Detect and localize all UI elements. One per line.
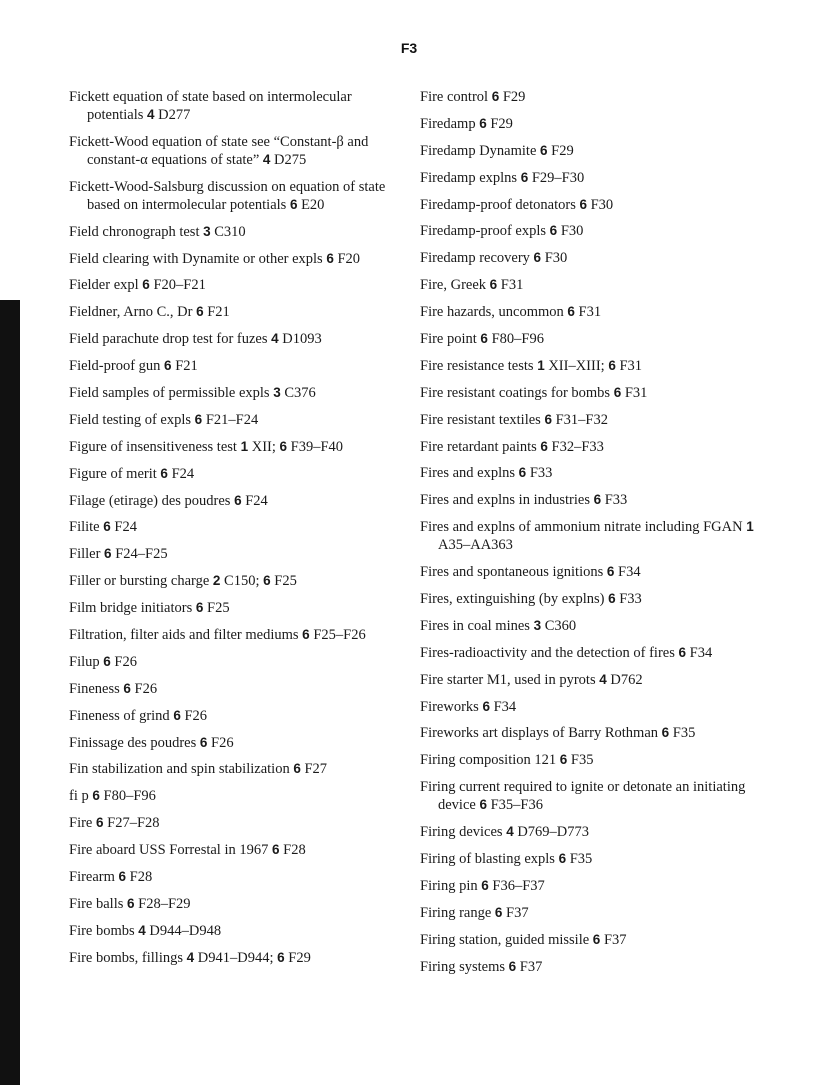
index-entry: [420, 877, 770, 895]
volume-number: 6: [558, 851, 567, 867]
entry-term: Fire resistance tests: [420, 357, 534, 374]
volume-number: 6: [533, 250, 542, 266]
page-reference: F35–F36: [490, 797, 543, 814]
index-entry: [420, 142, 770, 160]
volume-number: 6: [196, 304, 204, 320]
entry-term: Figure of insensitiveness test: [69, 438, 237, 455]
index-entry: [69, 223, 399, 241]
index-entry: [420, 724, 770, 742]
volume-number: 6: [540, 438, 548, 454]
page-reference: F30: [544, 250, 568, 267]
page-reference: F31: [578, 304, 602, 321]
index-entry: [69, 518, 399, 536]
entry-term: Field samples of permissible expls: [69, 385, 270, 402]
entry-term: Finissage des poudres: [69, 734, 197, 751]
index-entry: [69, 922, 399, 940]
volume-number: 1: [240, 438, 249, 454]
volume-number: 2: [212, 573, 221, 589]
page-reference: F30: [590, 196, 614, 213]
entry-term: Firedamp-proof detonators: [420, 196, 576, 213]
index-entry: [69, 760, 399, 778]
index-entry: [420, 698, 770, 716]
page-reference: F36–F37: [492, 877, 545, 894]
volume-number: 6: [480, 331, 488, 347]
page-reference: F25: [274, 573, 297, 590]
entry-term: Firing station, guided missile: [420, 931, 590, 948]
volume-number: 3: [203, 223, 211, 239]
entry-term: Field testing of expls: [69, 411, 192, 428]
page-reference: F21: [175, 358, 198, 375]
volume-number: 6: [606, 564, 615, 580]
volume-number: 6: [123, 680, 131, 696]
index-entry: [69, 868, 399, 886]
entry-term: Figure of merit: [69, 465, 157, 482]
index-entry: [420, 751, 770, 769]
index-entry: [420, 196, 770, 214]
entry-term: Fire point: [420, 331, 477, 348]
volume-number: 6: [661, 725, 670, 741]
index-entry: [420, 249, 770, 267]
entry-term: Fire retardant paints: [420, 438, 537, 455]
entry-term: Fire: [69, 815, 93, 832]
volume-number: 6: [579, 196, 587, 212]
entry-term: Filage (etirage) des poudres: [69, 492, 231, 509]
page-reference: XII–XIII;: [548, 357, 605, 374]
volume-number: 6: [194, 411, 203, 427]
index-entry: [420, 464, 770, 482]
entry-term: Field clearing with Dynamite or other expls: [69, 250, 323, 267]
entry-term: fi p: [69, 788, 89, 805]
volume-number: 6: [489, 277, 498, 293]
volume-number: 6: [279, 438, 288, 454]
page-reference: F80–F96: [491, 331, 544, 348]
index-entry: [69, 88, 399, 124]
entry-term: Firedamp explns: [420, 169, 518, 186]
volume-number: 6: [613, 384, 622, 400]
page-reference: F80–F96: [103, 788, 156, 805]
entry-term: Firing of blasting expls: [420, 851, 555, 868]
page-reference: F34: [618, 564, 641, 581]
entry-term: Fickett-Wood-Salsburg discussion on equation of state based on intermolecular potentials: [69, 178, 386, 213]
entry-term: Fire bombs: [69, 922, 135, 939]
volume-number: 6: [92, 788, 100, 804]
entry-term: Filup: [69, 653, 100, 670]
page-reference: D944–D948: [149, 922, 222, 939]
page-reference: F35: [570, 752, 594, 769]
entry-term: Fires in coal mines: [420, 617, 530, 634]
volume-number: 6: [199, 734, 208, 750]
entry-term: Fire bombs, fillings: [69, 949, 183, 966]
entry-term: Firing pin: [420, 877, 478, 894]
page-reference: F29: [288, 949, 311, 966]
entry-term: Fires, extinguishing (by explns): [420, 591, 605, 608]
entry-term: Fires and explns: [420, 465, 516, 482]
index-entry: [69, 599, 399, 617]
volume-number: 6: [326, 250, 334, 266]
entry-term: Fire, Greek: [420, 277, 487, 294]
index-entry: [420, 563, 770, 581]
page-reference: XII;: [251, 438, 276, 455]
volume-number: 6: [559, 752, 568, 768]
page-reference: F29–F30: [531, 169, 585, 186]
page-reference: F25: [207, 600, 230, 617]
page-reference: F20: [337, 250, 361, 267]
page-reference: C360: [544, 617, 577, 634]
entry-term: Firearm: [69, 869, 115, 886]
page-reference: C150;: [224, 573, 260, 590]
page-reference: F35: [569, 851, 593, 868]
index-entry: [420, 931, 770, 949]
volume-number: 6: [518, 465, 527, 481]
entry-term: Fires and spontaneous ignitions: [420, 564, 604, 581]
index-entry: [420, 411, 770, 429]
page-reference: F31: [500, 277, 524, 294]
page-reference: F25–F26: [313, 627, 366, 644]
volume-number: 6: [482, 698, 490, 714]
page-header: F3: [400, 40, 418, 56]
page-reference: D762: [610, 671, 643, 688]
volume-number: 6: [277, 949, 285, 965]
entry-term: Fire hazards, uncommon: [420, 304, 564, 321]
volume-number: 6: [127, 895, 135, 911]
index-entry: [420, 850, 770, 868]
page-reference: F34: [493, 698, 517, 715]
index-entry: [420, 823, 770, 841]
entry-term: Firing composition 121: [420, 752, 557, 769]
index-entry: [69, 133, 399, 169]
index-entry: [69, 949, 399, 967]
entry-term: Firing range: [420, 904, 492, 921]
index-entry: [420, 491, 770, 509]
index-entry: [69, 250, 399, 268]
page-reference: F27: [304, 761, 328, 778]
page-reference: F31: [624, 384, 648, 401]
volume-number: 6: [608, 357, 616, 373]
page-reference: A35–AA363: [438, 537, 513, 554]
index-entry: [420, 303, 770, 321]
page-reference: C310: [214, 223, 246, 240]
page-reference: F26: [114, 653, 137, 670]
page-reference: F30: [560, 223, 584, 240]
volume-number: 6: [549, 223, 558, 239]
index-entry: [420, 671, 770, 689]
volume-number: 6: [302, 627, 310, 643]
index-entry: [69, 303, 399, 321]
entry-term: Field parachute drop test for fuzes: [69, 331, 268, 348]
entry-term: Fire aboard USS Forrestal in 1967: [69, 842, 269, 859]
index-entry: [69, 465, 399, 483]
index-entry: [420, 590, 770, 608]
volume-number: 6: [608, 591, 616, 607]
index-entry: [69, 680, 399, 698]
entry-term: Fireworks art displays of Barry Rothman: [420, 725, 659, 742]
entry-term: Fire resistant coatings for bombs: [420, 384, 611, 401]
index-entry: [420, 904, 770, 922]
index-entry: [69, 895, 399, 913]
index-entry: [69, 330, 399, 348]
index-entry: [420, 222, 770, 240]
page-reference: F21: [207, 304, 230, 321]
index-entry: [69, 653, 399, 671]
page-reference: D277: [158, 107, 191, 123]
page-reference: F26: [184, 707, 208, 724]
volume-number: 6: [164, 358, 172, 374]
entry-term: Fires-radioactivity and the detection of fires: [420, 644, 675, 661]
volume-number: 6: [494, 904, 503, 920]
volume-number: 6: [592, 931, 601, 947]
index-entry: [420, 617, 770, 635]
page-reference: F28–F29: [138, 895, 191, 912]
page-reference: F29: [502, 89, 526, 105]
entry-term: Firedamp Dynamite: [420, 142, 537, 159]
entry-term: Fire control: [420, 89, 489, 105]
page-reference: F37: [603, 931, 627, 948]
index-entry: [420, 169, 770, 187]
entry-term: Firedamp recovery: [420, 250, 530, 267]
page-reference: F37: [506, 904, 529, 921]
volume-number: 6: [520, 169, 529, 185]
volume-number: 6: [567, 304, 575, 320]
index-entry: [420, 276, 770, 294]
volume-number: 6: [195, 600, 204, 616]
entry-term: Fires and explns of ammonium nitrate including FGAN: [420, 519, 743, 536]
page-reference: F24: [114, 519, 137, 536]
entry-term: Firing devices: [420, 824, 503, 841]
page-reference: F26: [211, 734, 234, 751]
index-entry: [69, 178, 399, 214]
volume-number: 6: [481, 877, 489, 893]
page-reference: F26: [134, 680, 158, 697]
page-reference: F29: [490, 115, 513, 132]
left-index-column: [69, 88, 399, 976]
page-reference: F34: [689, 644, 713, 661]
page-reference: C376: [284, 385, 316, 402]
entry-term: Firing current required to ignite or detonate an initiating device: [420, 779, 746, 814]
entry-term: Filite: [69, 519, 100, 536]
index-entry: [69, 626, 399, 644]
volume-number: 6: [118, 869, 127, 885]
entry-term: Fire balls: [69, 895, 124, 912]
entry-term: Fire resistant textiles: [420, 411, 541, 428]
index-entry: [420, 115, 770, 133]
index-entry: [420, 958, 770, 976]
scan-edge-shadow: [0, 300, 20, 1085]
index-entry: [69, 734, 399, 752]
entry-term: Firedamp: [420, 115, 476, 132]
entry-term: Fires and explns in industries: [420, 492, 590, 509]
volume-number: 6: [540, 142, 548, 158]
page-reference: F31: [619, 357, 643, 374]
entry-term: Filler: [69, 546, 101, 563]
entry-term: Fire starter M1, used in pyrots: [420, 671, 596, 688]
index-entry: [69, 438, 399, 456]
index-entry: [69, 411, 399, 429]
index-entry: [69, 707, 399, 725]
index-entry: [420, 438, 770, 456]
volume-number: 6: [160, 465, 168, 481]
entry-term: Field chronograph test: [69, 223, 200, 240]
volume-number: 6: [234, 492, 242, 508]
volume-number: 6: [479, 797, 487, 813]
page-reference: F37: [519, 958, 543, 975]
page-reference: F33: [604, 492, 628, 509]
entry-term: Fickett-Wood equation of state see “Constant-β and constant-α equations of state”: [69, 133, 369, 168]
entry-term: Fieldner, Arno C., Dr: [69, 304, 193, 321]
entry-term: Fineness of grind: [69, 707, 170, 724]
volume-number: 6: [104, 546, 112, 562]
page-reference: F28: [129, 869, 153, 886]
page-reference: F29: [551, 142, 574, 159]
entry-term: Field-proof gun: [69, 358, 161, 375]
volume-number: 1: [537, 357, 545, 373]
entry-term: Filler or bursting charge: [69, 573, 210, 590]
entry-term: Firing systems: [420, 958, 505, 975]
volume-number: 6: [263, 573, 271, 589]
volume-number: 4: [186, 949, 195, 965]
volume-number: 6: [173, 707, 181, 723]
volume-number: 6: [289, 196, 298, 212]
index-entry: [69, 384, 399, 402]
page-reference: F21–F24: [205, 411, 259, 428]
page-reference: F33: [529, 465, 553, 482]
page-reference: D941–D944;: [197, 949, 274, 966]
page-reference: F35: [672, 725, 696, 742]
volume-number: 6: [544, 411, 552, 427]
volume-number: 6: [103, 519, 111, 535]
page-reference: D769–D773: [517, 824, 590, 841]
page-reference: D1093: [282, 331, 322, 348]
page-reference: F28: [283, 842, 306, 859]
volume-number: 6: [103, 653, 111, 669]
entry-term: Firedamp-proof expls: [420, 223, 547, 240]
page-reference: F20–F21: [153, 277, 206, 294]
entry-term: Fireworks: [420, 698, 479, 715]
page-reference: F27–F28: [107, 815, 160, 832]
index-entry: [420, 644, 770, 662]
volume-number: 4: [138, 922, 146, 938]
entry-term: Fineness: [69, 680, 120, 697]
page-reference: D275: [274, 151, 307, 168]
volume-number: 6: [508, 958, 517, 974]
page-reference: F24–F25: [115, 546, 168, 563]
page-reference: F33: [619, 591, 642, 608]
index-entry: [69, 787, 399, 805]
index-entry: [69, 841, 399, 859]
index-entry: [69, 572, 399, 590]
volume-number: 6: [293, 761, 301, 777]
index-entry: [69, 492, 399, 510]
page-reference: F24: [245, 492, 268, 509]
volume-number: 6: [95, 815, 104, 831]
index-entry: [69, 814, 399, 832]
index-entry: [420, 357, 770, 375]
index-entry: [420, 330, 770, 348]
page-reference: F31–F32: [555, 411, 608, 428]
volume-number: 6: [142, 277, 150, 293]
entry-term: Filtration, filter aids and filter mediums: [69, 627, 299, 644]
volume-number: 3: [273, 385, 281, 401]
index-entry: [420, 518, 770, 554]
volume-number: 4: [271, 331, 279, 347]
index-entry: [69, 357, 399, 375]
volume-number: 4: [506, 824, 514, 840]
volume-number: 4: [147, 107, 155, 122]
volume-number: 3: [533, 617, 542, 633]
volume-number: 4: [262, 151, 271, 167]
index-entry: [420, 384, 770, 402]
index-entry: [69, 276, 399, 294]
volume-number: 6: [678, 644, 687, 660]
index-entry: [420, 778, 770, 814]
page-reference: F24: [171, 465, 195, 482]
index-entry: [420, 88, 770, 106]
volume-number: 6: [491, 89, 500, 104]
volume-number: 1: [746, 519, 754, 535]
entry-term: Fin stabilization and spin stabilization: [69, 761, 290, 778]
entry-term: Film bridge initiators: [69, 600, 193, 617]
page-reference: F39–F40: [290, 438, 344, 455]
right-index-column: [420, 88, 770, 985]
page-reference: E20: [301, 196, 325, 213]
volume-number: 6: [271, 842, 280, 858]
volume-number: 4: [599, 671, 607, 687]
page-reference: F32–F33: [551, 438, 604, 455]
index-entry: [69, 545, 399, 563]
volume-number: 6: [479, 115, 487, 131]
entry-term: Fielder expl: [69, 277, 139, 294]
entry-term: Fickett equation of state based on intermolecular potentials: [69, 89, 352, 123]
volume-number: 6: [593, 492, 602, 508]
